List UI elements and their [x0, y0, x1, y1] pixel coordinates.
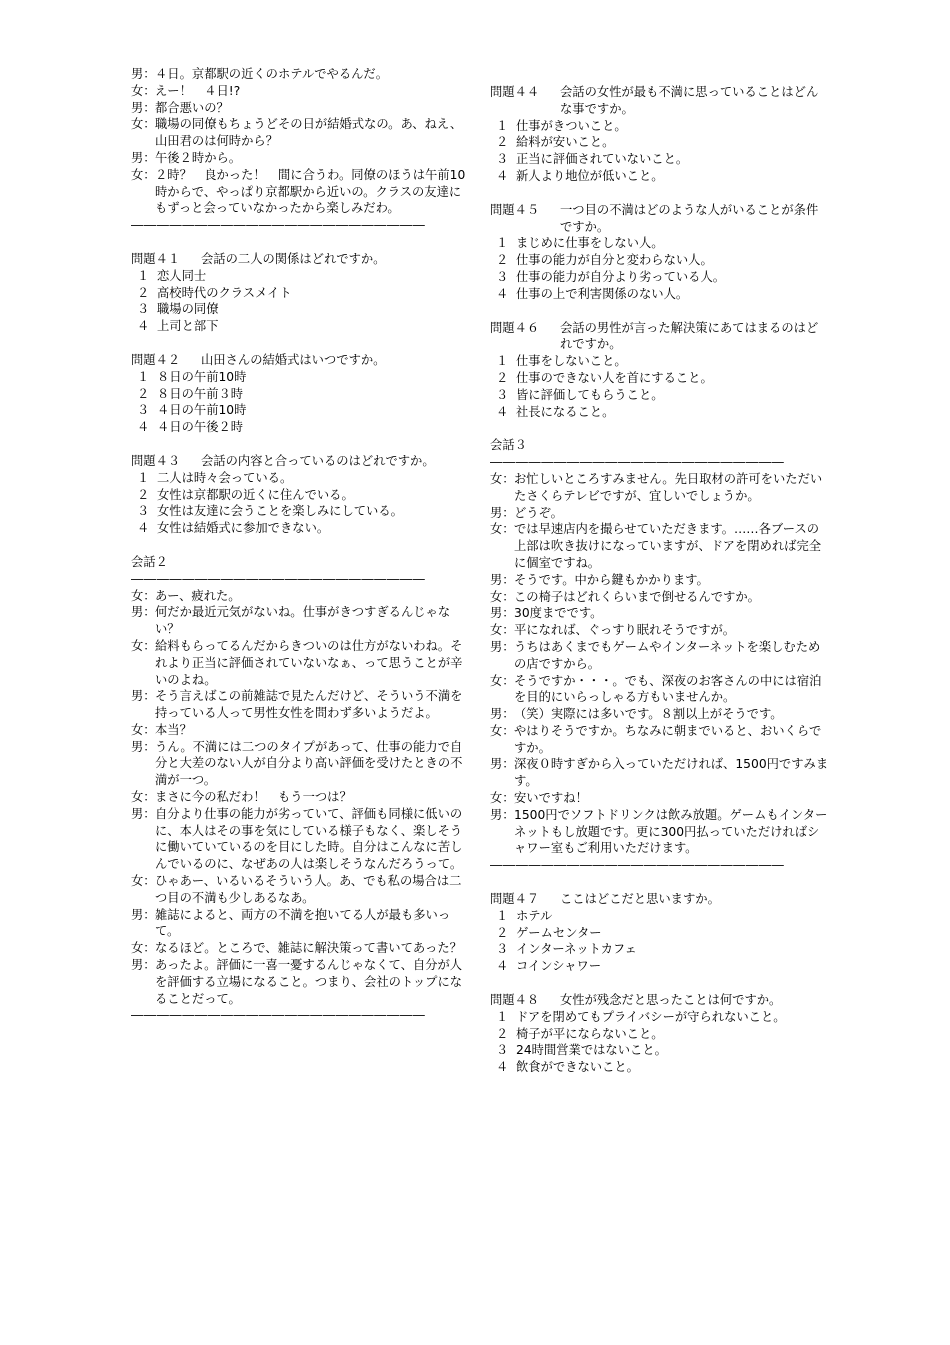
- option-number: ２: [137, 386, 150, 401]
- dialogue-text: ２時？ 良かった！ 間に合うわ。同僚のほうは午前10時からで、やっぱり京都駅から近いの。クラスの友達にもずっと会っていなかったから楽しみだわ。: [155, 167, 466, 216]
- option-text: 皆に評価してもらうこと。: [516, 387, 664, 402]
- speaker-label: 女：: [131, 941, 156, 956]
- dialogue-text: そう言えばこの前雑誌で見たんだけど、そういう不満を持っている人って男性女性を問わず多いようだよ。: [155, 689, 463, 721]
- separator: ―――――――――――――――――――――――: [131, 571, 426, 586]
- option-text: 女性は結婚式に参加できない。: [157, 521, 330, 536]
- dialogue-text: ４日。京都駅の近くのホテルでやるんだ。: [155, 67, 389, 81]
- answer-option: [490, 1026, 830, 1043]
- dialogue-line: [131, 100, 466, 117]
- dialogue-text: 安いですね！: [514, 791, 588, 806]
- option-number: ２: [496, 925, 509, 940]
- speaker-label: 女：: [490, 673, 515, 688]
- question-header: [490, 320, 830, 354]
- option-number: ２: [496, 1026, 509, 1041]
- option-text: 正当に評価されていないこと。: [516, 152, 689, 167]
- separator: ―――――――――――――――――――――――: [131, 1008, 426, 1023]
- dialogue-text: 本当？: [155, 722, 192, 737]
- dialogue-line: [131, 739, 466, 789]
- speaker-label: 男：: [131, 67, 156, 81]
- speaker-label: 男：: [131, 150, 156, 165]
- dialogue-line: [490, 790, 830, 807]
- option-number: ４: [496, 1060, 509, 1075]
- option-text: 職場の同僚: [157, 302, 219, 317]
- question-header: [131, 453, 466, 470]
- dialogue-line: [131, 907, 466, 941]
- question-number: 問題４３: [131, 453, 181, 468]
- dialogue-text: あー、疲れた。: [155, 588, 241, 603]
- option-text: 高校時代のクラスメイト: [157, 285, 292, 300]
- answer-option: [490, 1059, 830, 1076]
- speaker-label: 女：: [131, 790, 156, 805]
- option-number: ３: [137, 403, 150, 418]
- answer-option: [490, 286, 830, 303]
- option-number: ４: [496, 959, 509, 974]
- answer-option: [490, 1042, 830, 1059]
- question-text: 会話の二人の関係はどれですか。: [201, 251, 386, 266]
- separator: ―――――――――――――――――――――――: [490, 858, 785, 873]
- answer-option: [490, 235, 830, 252]
- answer-option: [490, 151, 830, 168]
- speaker-label: 男：: [131, 100, 156, 115]
- dialogue-text: 30度までです。: [514, 606, 603, 621]
- dialogue-line: [131, 167, 466, 217]
- answer-option: [490, 404, 830, 421]
- speaker-label: 男：: [131, 907, 156, 922]
- dialogue-line: [490, 589, 830, 606]
- option-text: 仕事をしないこと。: [516, 354, 627, 369]
- speaker-label: 男：: [131, 739, 156, 754]
- speaker-label: 女：: [131, 167, 156, 182]
- dialogue-text: 1500円でソフトドリンクは飲み放題。ゲームもインターネットもし放題です。更に300円払っていただければシャワー室もご利用いただけます。: [514, 807, 828, 856]
- dialogue-line: [490, 471, 830, 505]
- dialogue-line: [490, 756, 830, 790]
- answer-option: [490, 269, 830, 286]
- option-number: ３: [137, 504, 150, 519]
- question-41: [131, 251, 466, 335]
- dialogue-line: [490, 639, 830, 673]
- speaker-label: 女：: [131, 83, 156, 98]
- option-number: ２: [137, 285, 150, 300]
- dialogue-line: [490, 521, 830, 571]
- dialogue-line: [131, 638, 466, 688]
- speaker-label: 女：: [490, 623, 515, 638]
- answer-option: [131, 402, 466, 419]
- option-text: インターネットカフェ: [516, 942, 637, 957]
- question-45: [490, 202, 830, 303]
- option-number: １: [137, 369, 150, 384]
- answer-option: [131, 520, 466, 537]
- dialogue-text: 平になれば、ぐっすり眠れそうですが。: [514, 623, 736, 638]
- option-number: ２: [496, 253, 509, 268]
- option-number: ２: [496, 370, 509, 385]
- option-text: 女性は友達に会うことを楽しみにしている。: [157, 504, 403, 519]
- question-42: [131, 352, 466, 436]
- dialogue-text: （笑）実際には多いです。８割以上がそうです。: [514, 707, 783, 722]
- speaker-label: 男：: [131, 689, 156, 704]
- question-text: 会話の男性が言った解決策にあてはまるのはどれですか。: [560, 320, 819, 352]
- dialogue-line: [490, 723, 830, 757]
- option-number: ２: [496, 135, 509, 150]
- speaker-label: 女：: [131, 874, 156, 889]
- answer-option: [490, 134, 830, 151]
- dialogue-text: まさに今の私だわ！ もう一つは？: [155, 790, 352, 805]
- dialogue-text: 都合悪いの？: [155, 100, 229, 115]
- option-number: １: [496, 908, 509, 923]
- option-text: 新人より地位が低いこと。: [516, 168, 664, 183]
- answer-option: [490, 370, 830, 387]
- question-header: [490, 992, 830, 1009]
- dialogue-2: [131, 588, 466, 1008]
- answer-option: [131, 470, 466, 487]
- speaker-label: 女：: [490, 791, 515, 806]
- dialogue-text: うん。不満には二つのタイプがあって、仕事の能力で自分と大差のない人が自分より高い評価を受けたときの不満が一つ。: [155, 739, 463, 788]
- answer-option: [490, 118, 830, 135]
- option-number: ３: [496, 1043, 509, 1058]
- dialogue-text: 給料もらってるんだからきついのは仕方がないわね。それより正当に評価されていないなぁ、って思うことが辛いのよね。: [155, 638, 463, 687]
- speaker-label: 男：: [490, 572, 515, 587]
- speaker-label: 女：: [131, 722, 156, 737]
- question-48: [490, 992, 830, 1076]
- option-text: ４日の午後２時: [157, 420, 244, 435]
- dialogue-line: [131, 722, 466, 739]
- dialogue-line: [490, 605, 830, 622]
- answer-option: [131, 503, 466, 520]
- dialogue-1: [131, 66, 466, 217]
- answer-option: [490, 168, 830, 185]
- answer-option: [131, 318, 466, 335]
- option-number: １: [496, 236, 509, 251]
- speaker-label: 男：: [131, 806, 156, 821]
- left-column: [131, 66, 466, 1024]
- option-number: ４: [137, 319, 150, 334]
- option-text: 女性は京都駅の近くに住んでいる。: [157, 487, 354, 502]
- dialogue-line: [131, 588, 466, 605]
- option-number: １: [137, 268, 150, 283]
- option-number: ４: [496, 286, 509, 301]
- separator: ―――――――――――――――――――――――: [490, 455, 785, 470]
- dialogue-line: [131, 66, 466, 83]
- speaker-label: 女：: [490, 723, 515, 738]
- dialogue-text: 午後２時から。: [155, 150, 242, 165]
- speaker-label: 女：: [131, 638, 156, 653]
- answer-option: [131, 301, 466, 318]
- option-number: １: [496, 354, 509, 369]
- option-text: 二人は時々会っている。: [157, 470, 293, 485]
- dialogue-line: [131, 116, 466, 150]
- dialogue-text: どうぞ。: [514, 505, 563, 520]
- option-number: ３: [496, 152, 509, 167]
- question-text: 女性が残念だと思ったことは何ですか。: [560, 993, 782, 1008]
- question-text: 会話の女性が最も不満に思っていることはどんな事ですか。: [560, 85, 819, 116]
- speaker-label: 男：: [131, 958, 156, 973]
- option-text: 上司と部下: [157, 319, 219, 334]
- dialogue-text: 職場の同僚もちょうどその日が結婚式なの。あ、ねえ、山田君のは何時から？: [155, 117, 463, 149]
- question-header: [131, 352, 466, 369]
- dialogue-line: [131, 806, 466, 873]
- option-text: ８日の午前10時: [157, 369, 247, 384]
- dialogue-text: 深夜０時すぎから入っていただければ、1500円ですみます。: [514, 757, 829, 789]
- dialogue-line: [131, 873, 466, 907]
- conversation-3-title: 会話３: [490, 438, 527, 453]
- speaker-label: 女：: [131, 588, 156, 603]
- dialogue-line: [131, 957, 466, 1007]
- option-number: ４: [496, 168, 509, 183]
- answer-option: [490, 387, 830, 404]
- question-header: [131, 251, 466, 268]
- option-number: ４: [137, 420, 150, 435]
- dialogue-text: 雑誌によると、両方の不満を抱いてる人が最も多いって。: [155, 907, 451, 939]
- answer-option: [490, 252, 830, 269]
- question-header: [490, 891, 830, 908]
- answer-option: [131, 386, 466, 403]
- dialogue-text: お忙しいところすみません。先日取材の許可をいただいたさくらテレビですが、宜しいでしょうか。: [514, 471, 823, 503]
- option-text: 給料が安いこと。: [516, 135, 615, 150]
- option-text: コインシャワー: [516, 959, 602, 974]
- option-number: １: [137, 470, 150, 485]
- option-text: ８日の午前３時: [157, 386, 244, 401]
- dialogue-line: [490, 572, 830, 589]
- answer-option: [131, 285, 466, 302]
- speaker-label: 男：: [490, 639, 515, 654]
- speaker-label: 男：: [131, 605, 156, 620]
- conversation-2-title: 会話２: [131, 554, 168, 569]
- dialogue-3: [490, 471, 830, 857]
- dialogue-line: [131, 688, 466, 722]
- dialogue-text: そうですか・・・。でも、深夜のお客さんの中には宿泊を目的にいらっしゃる方もいませんか。: [514, 673, 822, 705]
- option-number: ４: [137, 521, 150, 536]
- question-number: 問題４５: [490, 202, 540, 217]
- option-text: 仕事の能力が自分と変わらない人。: [516, 253, 713, 268]
- dialogue-text: そうです。中から鍵もかかります。: [514, 572, 709, 587]
- question-header: [490, 202, 830, 236]
- question-text: 会話の内容と合っているのはどれですか。: [201, 453, 435, 468]
- speaker-label: 女：: [490, 522, 515, 537]
- dialogue-line: [490, 673, 830, 707]
- option-number: ３: [137, 302, 150, 317]
- question-number: 問題４２: [131, 352, 181, 367]
- question-header: [490, 84, 830, 118]
- question-number: 問題４８: [490, 993, 540, 1008]
- answer-option: [131, 419, 466, 436]
- question-43: [131, 453, 466, 537]
- answer-option: [490, 353, 830, 370]
- dialogue-text: この椅子はどれくらいまで倒せるんですか。: [514, 589, 760, 604]
- dialogue-line: [490, 505, 830, 522]
- question-46: [490, 320, 830, 421]
- question-number: 問題４１: [131, 251, 181, 266]
- option-text: 仕事の上で利害関係のない人。: [516, 286, 689, 301]
- dialogue-text: あったよ。評価に一喜一憂するんじゃなくて、自分が人を評価する立場になること。つまり、会社のトップになることだって。: [155, 958, 463, 1006]
- option-text: 恋人同士: [157, 268, 207, 283]
- dialogue-line: [131, 83, 466, 100]
- speaker-label: 女：: [490, 589, 515, 604]
- question-text: ここはどこだと思いますか。: [560, 892, 720, 907]
- answer-option: [490, 908, 830, 925]
- question-44: [490, 84, 830, 185]
- dialogue-text: うちはあくまでもゲームやインターネットを楽しむための店ですから。: [514, 639, 821, 671]
- dialogue-text: ひゃあー、いるいるそういう人。あ、でも私の場合は二つ目の不満も少しあるなあ。: [155, 874, 462, 905]
- right-column: [490, 84, 830, 1076]
- dialogue-line: [490, 807, 830, 857]
- dialogue-line: [131, 150, 466, 167]
- option-text: 社長になること。: [516, 404, 615, 419]
- question-text: 一つ目の不満はどのような人がいることが条件ですか。: [560, 202, 819, 234]
- speaker-label: 女：: [490, 471, 515, 486]
- option-number: １: [496, 118, 509, 133]
- answer-option: [131, 369, 466, 386]
- option-text: ４日の午前10時: [157, 403, 247, 418]
- dialogue-text: 何だか最近元気がないね。仕事がきつすぎるんじゃない？: [155, 605, 451, 637]
- dialogue-text: なるほど。ところで、雑誌に解決策って書いてあった？: [155, 941, 462, 956]
- option-number: ４: [496, 404, 509, 419]
- option-text: 仕事がきついこと。: [516, 118, 627, 133]
- speaker-label: 男：: [490, 707, 515, 722]
- question-number: 問題４４: [490, 85, 540, 99]
- question-number: 問題４７: [490, 892, 540, 907]
- question-47: [490, 891, 830, 975]
- option-number: ２: [137, 487, 150, 502]
- option-text: ドアを閉めてもプライバシーが守られないこと。: [516, 1009, 786, 1024]
- answer-option: [490, 941, 830, 958]
- dialogue-line: [131, 604, 466, 638]
- question-text: 山田さんの結婚式はいつですか。: [201, 352, 386, 367]
- dialogue-text: では早速店内を撮らせていただきます。……各ブースの上部は吹き抜けになっていますが、ドアを閉めれば完全に個室ですね。: [514, 522, 822, 570]
- answer-option: [490, 958, 830, 975]
- option-text: 24時間営業ではないこと。: [516, 1043, 667, 1058]
- dialogue-text: えー！ ４日!?: [155, 83, 241, 98]
- dialogue-line: [131, 789, 466, 806]
- option-text: まじめに仕事をしない人。: [516, 236, 664, 251]
- dialogue-line: [490, 706, 830, 723]
- speaker-label: 男：: [490, 606, 515, 621]
- speaker-label: 女：: [131, 117, 156, 132]
- option-number: ３: [496, 269, 509, 284]
- answer-option: [490, 1009, 830, 1026]
- dialogue-line: [131, 940, 466, 957]
- option-number: ３: [496, 387, 509, 402]
- option-text: 仕事の能力が自分より劣っている人。: [516, 269, 726, 284]
- option-text: 飲食ができないこと。: [516, 1060, 639, 1075]
- dialogue-text: 自分より仕事の能力が劣っていて、評価も同様に低いのに、本人はその事を気にしている様子もなく、楽しそうに働いていているのを目にした時。自分はこんなに苦しんでいるのに、なぜあの人は楽しそうなんだろうって。: [155, 806, 463, 872]
- question-number: 問題４６: [490, 320, 540, 335]
- speaker-label: 男：: [490, 807, 515, 822]
- option-number: １: [496, 1009, 509, 1024]
- option-text: ホテル: [516, 908, 553, 923]
- option-text: 椅子が平にならないこと。: [516, 1026, 664, 1041]
- answer-option: [131, 268, 466, 285]
- speaker-label: 男：: [490, 505, 515, 520]
- answer-option: [131, 487, 466, 504]
- option-text: ゲームセンター: [516, 925, 602, 940]
- option-text: 仕事のできない人を首にすること。: [516, 370, 713, 385]
- speaker-label: 男：: [490, 757, 515, 772]
- dialogue-line: [490, 622, 830, 639]
- separator: ―――――――――――――――――――――――: [131, 218, 426, 233]
- answer-option: [490, 925, 830, 942]
- option-number: ３: [496, 942, 509, 957]
- dialogue-text: やはりそうですか。ちなみに朝までいると、おいくらですか。: [514, 723, 822, 755]
